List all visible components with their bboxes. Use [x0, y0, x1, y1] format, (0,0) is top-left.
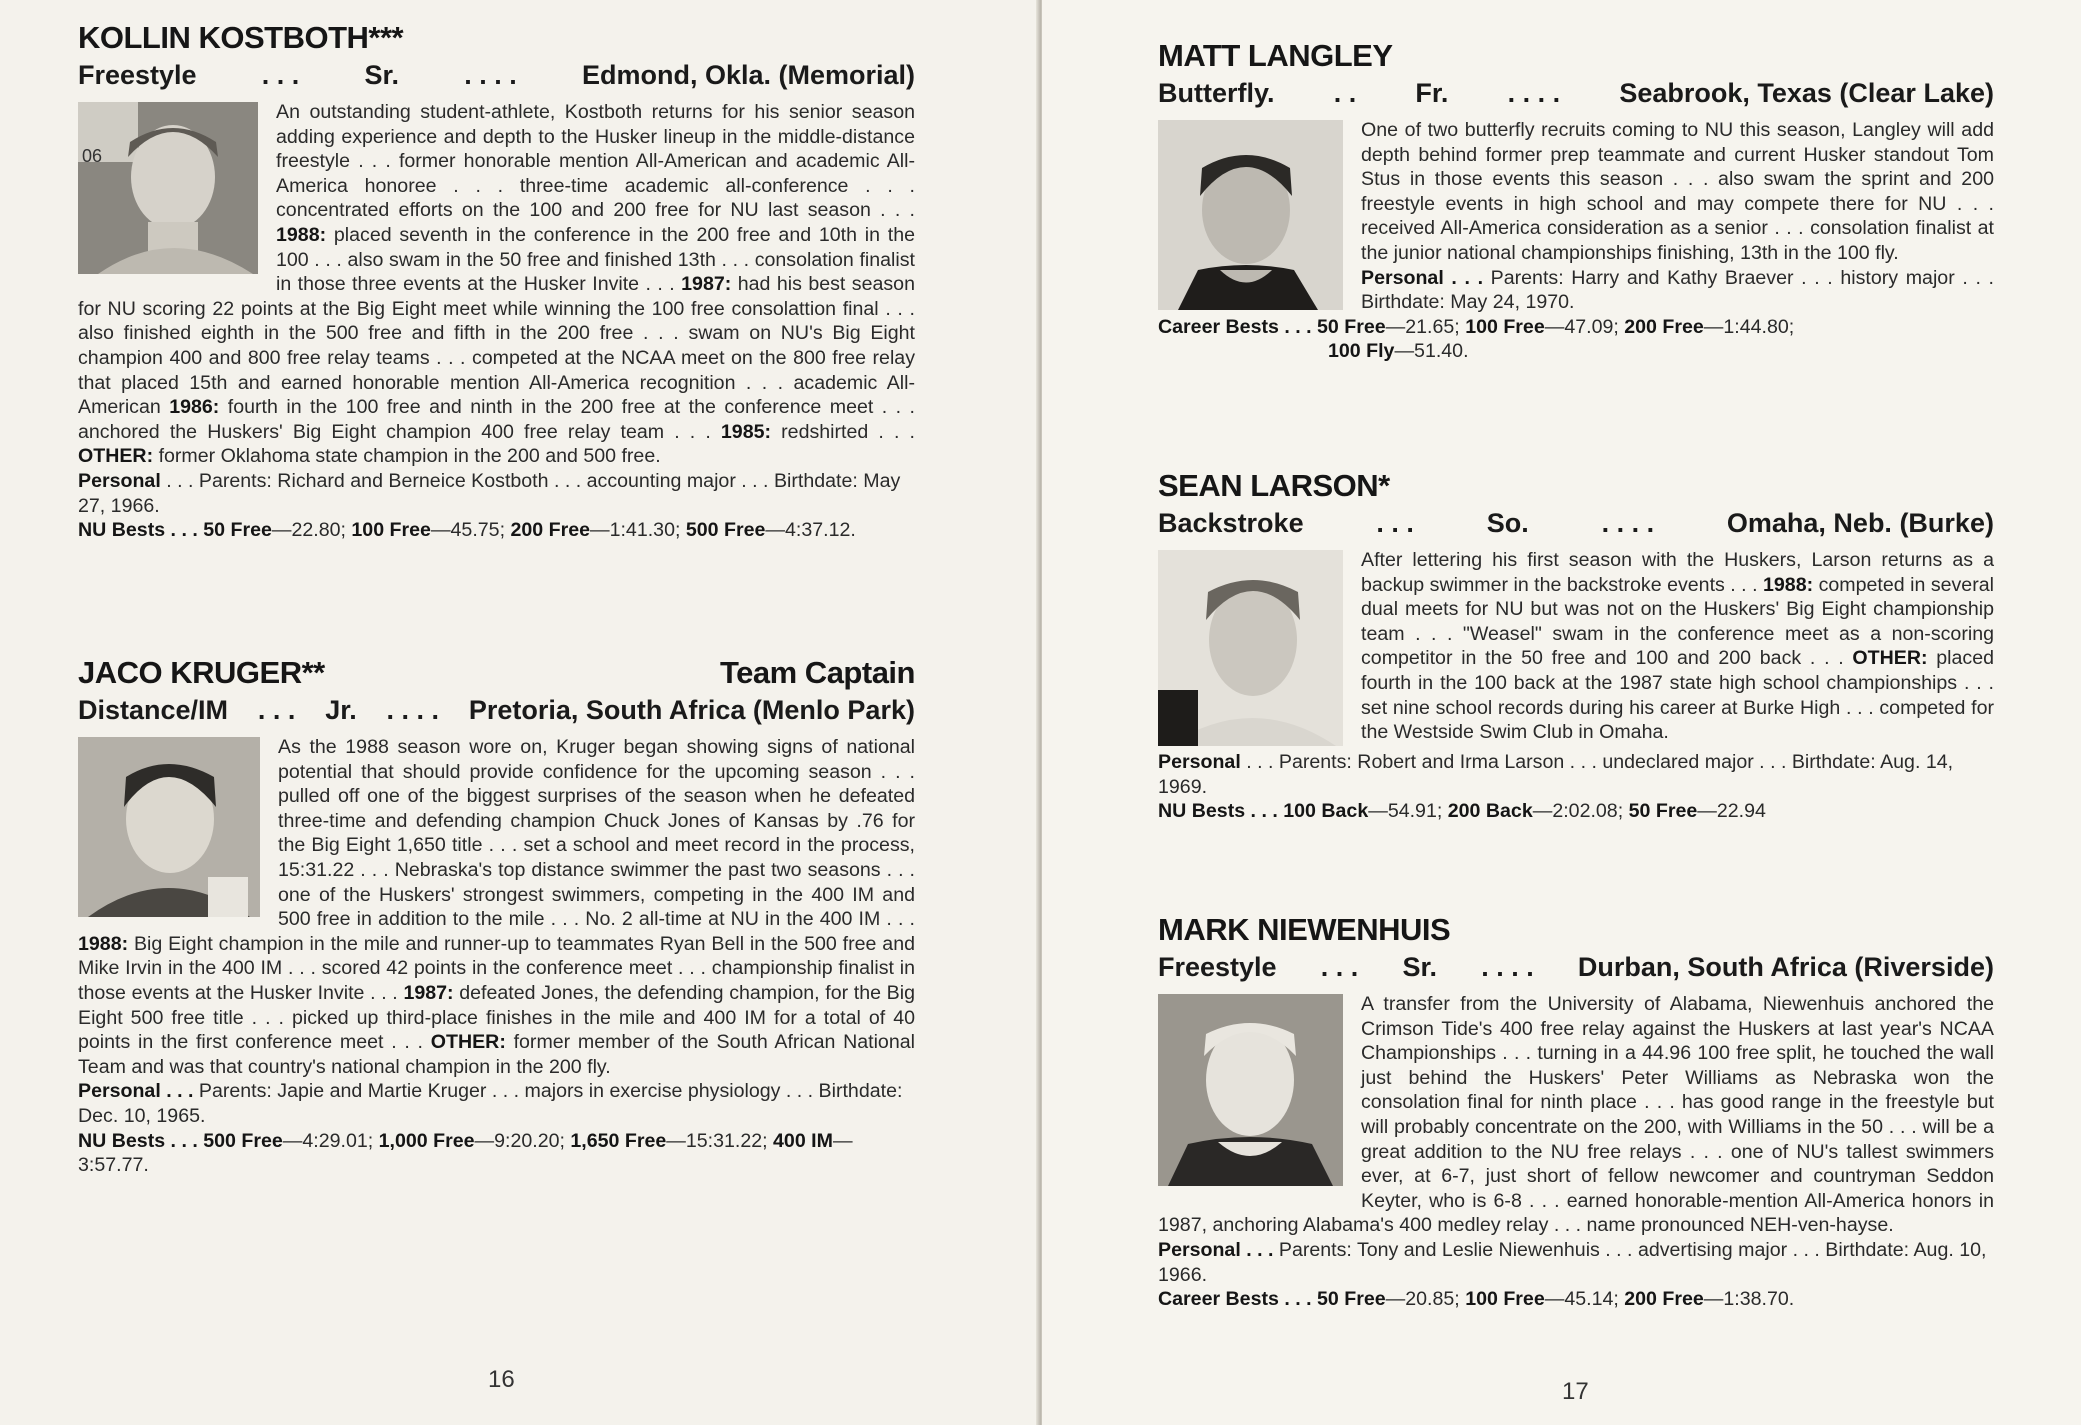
- other-keyword: OTHER:: [430, 1031, 506, 1054]
- event-label: 50 Free: [1317, 1288, 1386, 1311]
- athlete-name: MARK NIEWENHUIS: [1158, 912, 1451, 947]
- bio-text: Big Eight champion in the mile and runner-up to teammates Ryan Bell in the 500 free and Mike Irvin in the 400 IM . . . scored 42 points in the conference meet . . . championship finalist in those events at the Husker Invite . . .: [78, 932, 915, 1004]
- bio-text: redshirted . . .: [781, 420, 915, 443]
- year-keyword: 1986:: [169, 396, 220, 419]
- bests-label: Career Bests . . .: [1158, 315, 1312, 338]
- athlete-subhead: [78, 693, 915, 727]
- athlete-hometown: Seabrook, Texas (Clear Lake): [1619, 78, 1994, 108]
- personal-label: Personal . . .: [1361, 266, 1484, 289]
- separator-dots: . . . .: [1507, 78, 1561, 108]
- event-label: 500 Free: [685, 519, 766, 542]
- personal-text: . . . Parents: Robert and Irma Larson . . . undeclared major . . . Birthdate: Aug. 14, 1969.: [1158, 751, 1954, 798]
- event-time: —22.80;: [271, 519, 346, 542]
- best-times: [1158, 799, 1994, 824]
- personal-label: Personal . . .: [78, 1080, 194, 1103]
- year-keyword: 1985:: [720, 420, 772, 443]
- best-times: [1158, 1287, 1994, 1312]
- athlete-photo: [1158, 550, 1343, 746]
- bio-jaco-kruger: [78, 655, 915, 1178]
- athlete-bio: [78, 100, 915, 469]
- athlete-year: So.: [1486, 508, 1529, 538]
- bio-text: former Oklahoma state champion in the 200 and 500 free.: [158, 445, 661, 468]
- personal-label: Personal . . .: [1158, 1238, 1274, 1261]
- event-time: —2:02.08;: [1532, 800, 1624, 823]
- athlete-photo: [78, 102, 258, 274]
- athlete-name-row: [78, 655, 915, 691]
- event-time: —22.94: [1697, 800, 1766, 823]
- athlete-hometown: Pretoria, South Africa (Menlo Park): [468, 695, 915, 725]
- bio-text: competed in several dual meets for NU but was not on the Huskers' Big Eight championship team . . . "Weasel" swam in the conference meet as a non-scoring competitor in the 50 free and 100 and 200 back . . .: [1361, 573, 1994, 670]
- event-label: 1,000 Free: [378, 1129, 475, 1152]
- athlete-name: KOLLIN KOSTBOTH***: [78, 20, 404, 55]
- athlete-subhead: [1158, 950, 1994, 984]
- event-label: 400 IM: [773, 1129, 833, 1152]
- team-captain-title: Team Captain: [720, 655, 915, 690]
- athlete-bio: [1158, 992, 1994, 1238]
- svg-text:06: 06: [82, 146, 103, 166]
- separator-dots: . . . .: [1601, 508, 1655, 538]
- event-label: 100 Free: [1465, 1288, 1545, 1311]
- personal-text: Parents: Harry and Kathy Braever . . . history major . . . Birthdate: May 24, 1970.: [1361, 266, 1994, 314]
- event-time: —45.14;: [1544, 1288, 1619, 1311]
- event-label: 50 Free: [1317, 315, 1386, 338]
- athlete-subhead: [1158, 506, 1994, 540]
- personal-info: [1158, 1238, 1994, 1287]
- bests-label: NU Bests . . .: [78, 1129, 198, 1152]
- bio-text: A transfer from the University of Alabama, Niewenhuis anchored the Crimson Tide's 400 free relay against the Huskers at last year's NCAA Championships . . . turning in a 44.96 100 free split, he touched the wall just behind the Huskers' Peter Williams as Nebraska won the consolation final for ninth place . . . has good range in the freestyle but will probably concentrate on the 200, with Williams in the 50 . . . will be a great addition to the NU free relays . . . one of NU's tallest swimmers ever, at 6-7, just short of fellow newcomer and countryman Seddon Keyter, who is 6-8 . . . earned honorable-mention All-America honors in 1987, anchoring Alabama's 400 medley relay . . . name pronounced NEH-ven-hayse.: [1158, 993, 1994, 1237]
- year-keyword: 1988:: [1763, 573, 1814, 596]
- athlete-bio: [1158, 118, 1994, 315]
- athlete-subhead: [1158, 76, 1994, 110]
- athlete-event: Distance/IM: [78, 695, 229, 725]
- personal-info: [78, 1079, 915, 1128]
- bests-label: NU Bests . . .: [1158, 800, 1278, 823]
- personal-text: Parents: Tony and Leslie Niewenhuis . . . advertising major . . . Birthdate: Aug. 10, 1966.: [1158, 1238, 1987, 1286]
- athlete-hometown: Durban, South Africa (Riverside): [1577, 952, 1994, 982]
- athlete-name: MATT LANGLEY: [1158, 38, 1393, 73]
- athlete-bio: [1158, 548, 1994, 745]
- athlete-event: Butterfly.: [1158, 78, 1275, 108]
- event-time: —51.40.: [1394, 340, 1469, 363]
- right-page: [1042, 0, 2081, 1425]
- athlete-year: Fr.: [1415, 78, 1449, 108]
- athlete-year: Jr.: [325, 695, 357, 725]
- athlete-photo: [1158, 994, 1343, 1186]
- separator-dots: . . . .: [1481, 952, 1534, 982]
- year-keyword: 1987:: [681, 273, 732, 296]
- page-number: 16: [488, 1366, 515, 1393]
- best-times: [78, 518, 915, 543]
- athlete-event: Backstroke: [1158, 508, 1304, 538]
- left-page: [0, 0, 1040, 1425]
- event-label: 200 Free: [510, 519, 590, 542]
- personal-info: [1158, 750, 1994, 799]
- event-time: —54.91;: [1368, 800, 1443, 823]
- event-label: 50 Free: [203, 519, 272, 542]
- year-keyword: 1988:: [78, 932, 129, 955]
- bio-text: defeated Jones, the defending champion, for the Big Eight 500 free title . . . picked up third-place finishes in the mile and 400 IM for a total of 40 points in the first conference meet . . .: [78, 981, 915, 1054]
- bio-kollin-kostboth: [78, 20, 915, 543]
- athlete-subhead: [78, 58, 915, 92]
- athlete-hometown: Edmond, Okla. (Memorial): [581, 60, 915, 90]
- bio-matt-langley: [1158, 38, 1994, 364]
- athlete-name: JACO KRUGER**: [78, 655, 325, 690]
- separator-dots: . . .: [1376, 508, 1414, 538]
- athlete-hometown: Omaha, Neb. (Burke): [1726, 508, 1994, 538]
- bio-text: As the 1988 season wore on, Kruger began showing signs of national potential that should provide confidence for the upcoming season . . . pulled off one of the biggest surprises of the season when he defeated three-time and defending champion Chuck Jones of Kansas by .76 for the Big Eight 1,650 title . . . set a school and meet record in the process, 15:31.22 . . . Nebraska's top distance swimmer the past two seasons . . . one of the Huskers' strongest swimmers, competing in the 400 IM and 500 free in addition to the mile . . . No. 2 all-time at NU in the 400 IM . . .: [278, 736, 915, 931]
- bio-text: placed seventh in the conference in the 200 free and 10th in the 100 . . . also swam in the 50 free and finished 13th . . . consolation finalist in those three events at the Husker Invite . . .: [276, 223, 915, 296]
- event-label: 50 Free: [1628, 800, 1698, 823]
- event-time: —20.85;: [1385, 1288, 1460, 1311]
- event-label: 100 Fly: [1328, 340, 1395, 363]
- event-time: —1:41.30;: [590, 519, 681, 542]
- separator-dots: . . .: [1320, 952, 1359, 982]
- event-time: —47.09;: [1544, 315, 1619, 338]
- other-keyword: OTHER:: [1852, 647, 1928, 670]
- bio-text: former member of the South African National Team and was that country's national champion in the 200 fly.: [78, 1031, 915, 1078]
- best-times: [78, 1129, 915, 1178]
- event-time: —3:57.77.: [78, 1129, 853, 1177]
- athlete-bio: [78, 735, 915, 1079]
- personal-text: Parents: Japie and Martie Kruger . . . majors in exercise physiology . . . Birthdate: Dec. 10, 1965.: [78, 1080, 903, 1127]
- event-time: —15:31.22;: [666, 1129, 768, 1152]
- event-label: 200 Back: [1447, 800, 1533, 823]
- bio-text: had his best season for NU scoring 22 points at the Big Eight meet while winning the 100 free consolattion final . . . also finished eighth in the 500 free and fifth in the 200 free . . . swam on NU's Big Eight champion 400 and 800 free relay teams . . . competed at the NCAA meet on the 800 free relay that placed 15th and earned honorable mention All-America recognition . . . academic All-American: [78, 273, 915, 419]
- athlete-year: Sr.: [364, 60, 400, 90]
- event-time: —1:44.80;: [1703, 315, 1795, 338]
- separator-dots: . .: [1333, 78, 1357, 108]
- separator-dots: . . . .: [464, 60, 517, 90]
- event-label: 200 Free: [1624, 315, 1704, 338]
- separator-dots: . . . .: [386, 695, 440, 725]
- athlete-event: Freestyle: [78, 60, 197, 90]
- athlete-name: SEAN LARSON*: [1158, 468, 1390, 503]
- bio-sean-larson: [1158, 468, 1994, 824]
- event-label: 200 Free: [1624, 1288, 1704, 1311]
- personal-info: [78, 469, 915, 518]
- other-keyword: OTHER:: [78, 445, 154, 468]
- athlete-photo: [1158, 120, 1343, 310]
- personal-label: Personal: [1158, 751, 1241, 773]
- athlete-year: Sr.: [1402, 952, 1437, 982]
- event-label: 100 Back: [1283, 800, 1369, 823]
- event-time: —21.65;: [1385, 315, 1460, 338]
- bio-text: fourth in the 100 free and ninth in the 200 free at the conference meet . . . anchored the Huskers' Big Eight champion 400 free relay team . . .: [78, 396, 915, 443]
- event-time: —1:38.70.: [1703, 1288, 1795, 1311]
- event-label: 1,650 Free: [570, 1129, 667, 1152]
- event-label: 500 Free: [203, 1129, 283, 1152]
- event-time: —4:29.01;: [282, 1129, 374, 1152]
- year-keyword: 1988:: [276, 223, 327, 246]
- event-time: —4:37.12.: [765, 519, 856, 542]
- athlete-photo: [78, 737, 260, 917]
- bests-label: NU Bests . . .: [78, 519, 198, 542]
- year-keyword: 1987:: [403, 981, 454, 1004]
- bests-label: Career Bests . . .: [1158, 1288, 1312, 1311]
- bio-text: After lettering his first season with the Huskers, Larson returns as a backup swimmer in the backstroke events . . .: [1361, 549, 1994, 596]
- personal-label: Personal: [78, 469, 161, 492]
- bio-mark-niewenhuis: [1158, 912, 1994, 1312]
- event-time: —9:20.20;: [474, 1129, 565, 1152]
- bio-text: One of two butterfly recruits coming to NU this season, Langley will add depth behind former prep teammate and current Husker standout Tom Stus in those events this season . . . also swam the sprint and 200 freestyle events in high school and may compete there for NU . . . received All-America consideration as a senior . . . consolation finalist at the junior national championships finishing, 13th in the 100 fly.: [1361, 119, 1994, 264]
- personal-text: . . . Parents: Richard and Berneice Kostboth . . . accounting major . . . Birthdate: May 27, 1966.: [78, 469, 901, 517]
- bio-text: placed fourth in the 100 back at the 1987 state high school championships . . . set nine school records during his career at Burke High . . . competed for the Westside Swim Club in Omaha.: [1361, 647, 1995, 744]
- best-times: [1158, 315, 1994, 364]
- athlete-event: Freestyle: [1158, 952, 1277, 982]
- event-time: —45.75;: [430, 519, 506, 542]
- separator-dots: . . .: [257, 695, 296, 725]
- bio-text: An outstanding student-athlete, Kostboth returns for his senior season adding experience and depth to the Husker lineup in the middle-distance freestyle . . . former honorable mention All-American and academic All-America honoree . . . three-time academic all-conference . . . concentrated efforts on the 100 and 200 free for NU last season . . .: [276, 101, 915, 222]
- separator-dots: . . .: [261, 60, 300, 90]
- event-label: 100 Free: [351, 519, 431, 542]
- event-label: 100 Free: [1465, 315, 1545, 338]
- page-number: 17: [1562, 1378, 1589, 1405]
